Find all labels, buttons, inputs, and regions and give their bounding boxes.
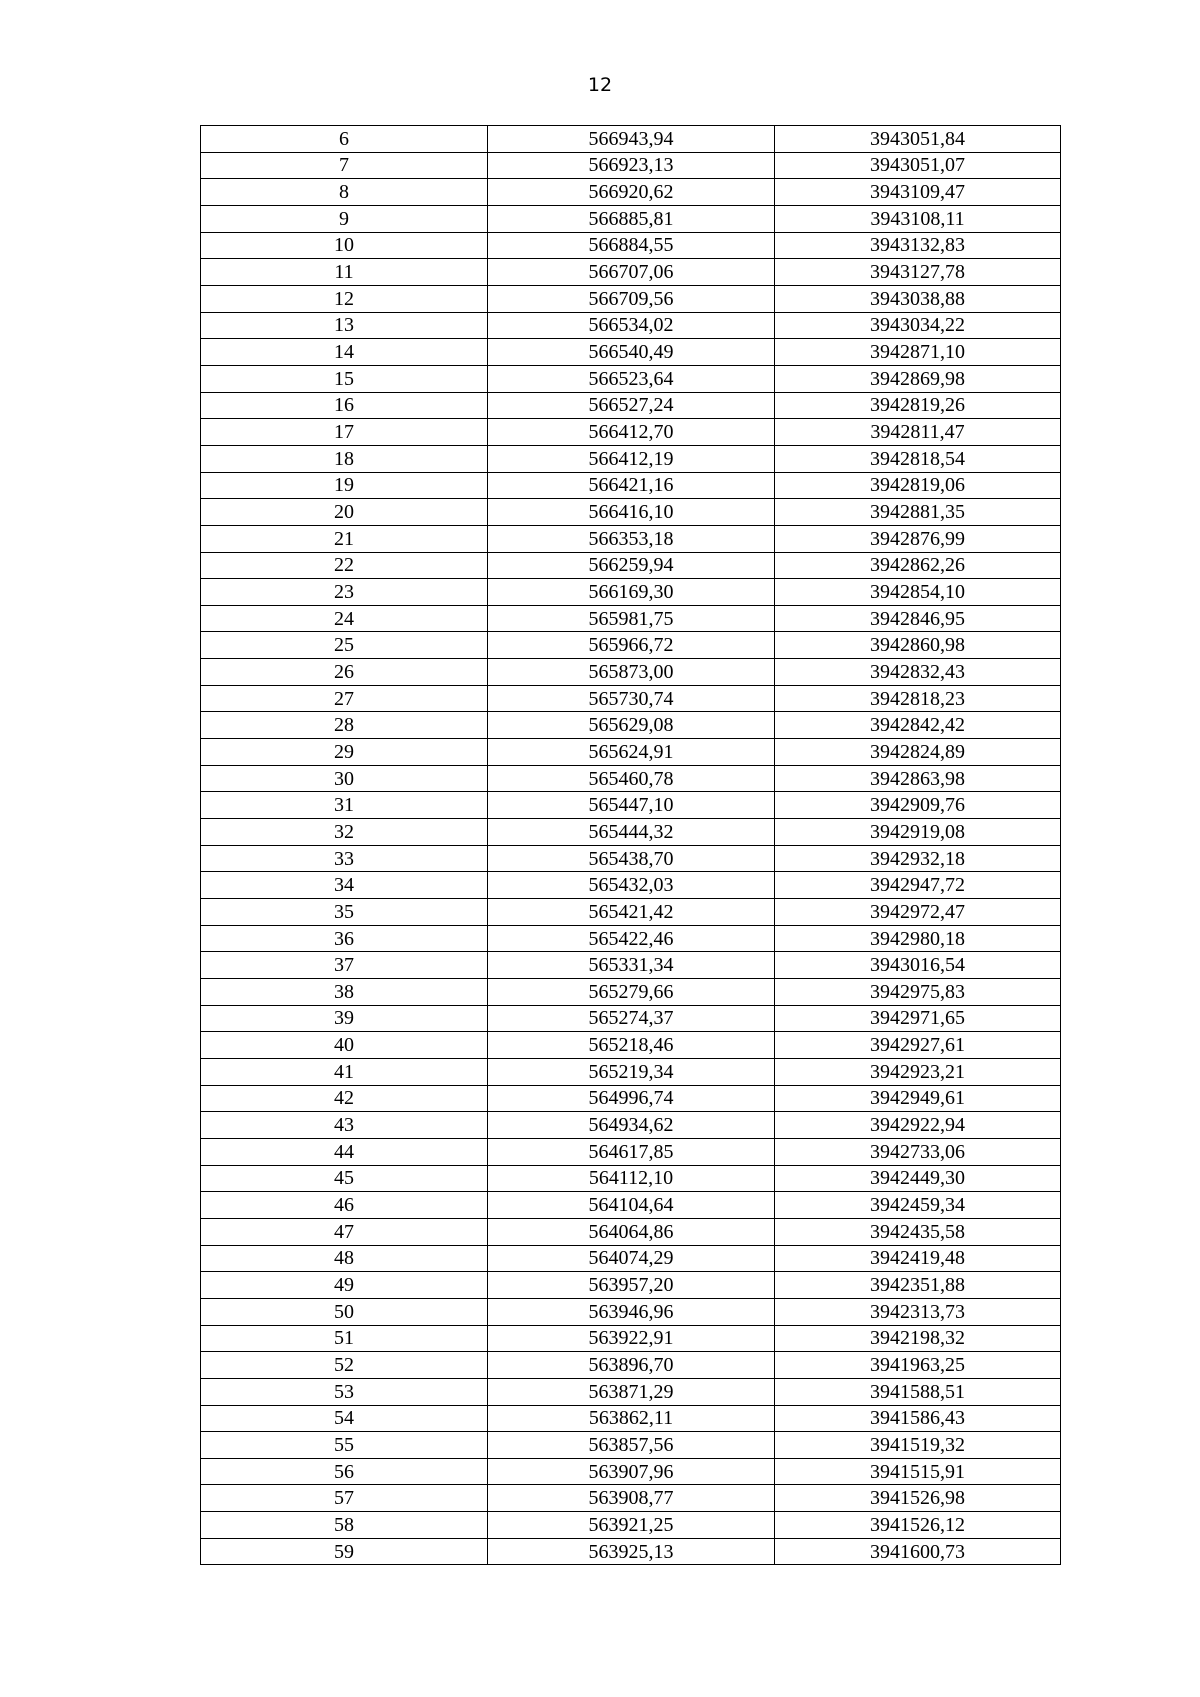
x-coordinate-cell: 566421,16: [488, 472, 775, 499]
point-number-cell: 42: [201, 1085, 488, 1112]
x-coordinate-cell: 565274,37: [488, 1005, 775, 1032]
point-number-cell: 22: [201, 552, 488, 579]
y-coordinate-cell: 3942881,35: [775, 499, 1061, 526]
y-coordinate-cell: 3942863,98: [775, 765, 1061, 792]
x-coordinate-cell: 565432,03: [488, 872, 775, 899]
point-number-cell: 32: [201, 819, 488, 846]
point-number-cell: 59: [201, 1538, 488, 1565]
point-number-cell: 31: [201, 792, 488, 819]
x-coordinate-cell: 565460,78: [488, 765, 775, 792]
x-coordinate-cell: 565629,08: [488, 712, 775, 739]
x-coordinate-cell: 563957,20: [488, 1272, 775, 1299]
y-coordinate-cell: 3942811,47: [775, 419, 1061, 446]
x-coordinate-cell: 565421,42: [488, 899, 775, 926]
y-coordinate-cell: 3942198,32: [775, 1325, 1061, 1352]
page-number: 12: [587, 74, 613, 96]
y-coordinate-cell: 3942971,65: [775, 1005, 1061, 1032]
y-coordinate-cell: 3943132,83: [775, 232, 1061, 259]
point-number-cell: 40: [201, 1032, 488, 1059]
y-coordinate-cell: 3942949,61: [775, 1085, 1061, 1112]
x-coordinate-cell: 563921,25: [488, 1512, 775, 1539]
table-row: [201, 1005, 1061, 1032]
point-number-cell: 39: [201, 1005, 488, 1032]
y-coordinate-cell: 3942351,88: [775, 1272, 1061, 1299]
point-number-cell: 44: [201, 1138, 488, 1165]
x-coordinate-cell: 564996,74: [488, 1085, 775, 1112]
x-coordinate-cell: 566884,55: [488, 232, 775, 259]
point-number-cell: 50: [201, 1298, 488, 1325]
y-coordinate-cell: 3942449,30: [775, 1165, 1061, 1192]
table-row: [201, 1352, 1061, 1379]
table-row: [201, 765, 1061, 792]
point-number-cell: 15: [201, 365, 488, 392]
point-number-cell: 23: [201, 579, 488, 606]
x-coordinate-cell: 566709,56: [488, 285, 775, 312]
y-coordinate-cell: 3942854,10: [775, 579, 1061, 606]
table-row: [201, 525, 1061, 552]
x-coordinate-cell: 566259,94: [488, 552, 775, 579]
x-coordinate-cell: 565422,46: [488, 925, 775, 952]
table-row: [201, 179, 1061, 206]
table-row: [201, 659, 1061, 686]
y-coordinate-cell: 3942419,48: [775, 1245, 1061, 1272]
point-number-cell: 19: [201, 472, 488, 499]
y-coordinate-cell: 3942842,42: [775, 712, 1061, 739]
table-row: [201, 392, 1061, 419]
point-number-cell: 55: [201, 1432, 488, 1459]
table-row: [201, 1058, 1061, 1085]
y-coordinate-cell: 3942862,26: [775, 552, 1061, 579]
point-number-cell: 41: [201, 1058, 488, 1085]
point-number-cell: 56: [201, 1458, 488, 1485]
x-coordinate-cell: 566412,19: [488, 445, 775, 472]
table-row: [201, 632, 1061, 659]
table-row: [201, 232, 1061, 259]
x-coordinate-cell: 564104,64: [488, 1192, 775, 1219]
x-coordinate-cell: 563946,96: [488, 1298, 775, 1325]
y-coordinate-cell: 3942860,98: [775, 632, 1061, 659]
point-number-cell: 33: [201, 845, 488, 872]
table-row: [201, 1298, 1061, 1325]
x-coordinate-cell: 564064,86: [488, 1218, 775, 1245]
table-row: [201, 365, 1061, 392]
table-row: [201, 1192, 1061, 1219]
x-coordinate-cell: 565730,74: [488, 685, 775, 712]
table-row: [201, 952, 1061, 979]
x-coordinate-cell: 565981,75: [488, 605, 775, 632]
y-coordinate-cell: 3942818,54: [775, 445, 1061, 472]
x-coordinate-cell: 566527,24: [488, 392, 775, 419]
y-coordinate-cell: 3942876,99: [775, 525, 1061, 552]
point-number-cell: 45: [201, 1165, 488, 1192]
table-row: [201, 1538, 1061, 1565]
y-coordinate-cell: 3942733,06: [775, 1138, 1061, 1165]
point-number-cell: 46: [201, 1192, 488, 1219]
y-coordinate-cell: 3942313,73: [775, 1298, 1061, 1325]
point-number-cell: 8: [201, 179, 488, 206]
point-number-cell: 58: [201, 1512, 488, 1539]
point-number-cell: 54: [201, 1405, 488, 1432]
y-coordinate-cell: 3942975,83: [775, 979, 1061, 1006]
x-coordinate-cell: 563925,13: [488, 1538, 775, 1565]
x-coordinate-cell: 566169,30: [488, 579, 775, 606]
y-coordinate-cell: 3942869,98: [775, 365, 1061, 392]
table-row: [201, 1165, 1061, 1192]
y-coordinate-cell: 3941515,91: [775, 1458, 1061, 1485]
table-row: [201, 152, 1061, 179]
table-row: [201, 872, 1061, 899]
x-coordinate-cell: 563871,29: [488, 1378, 775, 1405]
table-row: [201, 285, 1061, 312]
x-coordinate-cell: 566540,49: [488, 339, 775, 366]
y-coordinate-cell: 3941519,32: [775, 1432, 1061, 1459]
point-number-cell: 57: [201, 1485, 488, 1512]
y-coordinate-cell: 3943109,47: [775, 179, 1061, 206]
x-coordinate-cell: 565444,32: [488, 819, 775, 846]
table-row: [201, 1272, 1061, 1299]
table-row: [201, 1032, 1061, 1059]
y-coordinate-cell: 3942919,08: [775, 819, 1061, 846]
point-number-cell: 9: [201, 205, 488, 232]
x-coordinate-cell: 566412,70: [488, 419, 775, 446]
table-row: [201, 1245, 1061, 1272]
table-row: [201, 552, 1061, 579]
x-coordinate-cell: 565218,46: [488, 1032, 775, 1059]
point-number-cell: 47: [201, 1218, 488, 1245]
point-number-cell: 25: [201, 632, 488, 659]
x-coordinate-cell: 566923,13: [488, 152, 775, 179]
x-coordinate-cell: 564112,10: [488, 1165, 775, 1192]
table-row: [201, 845, 1061, 872]
y-coordinate-cell: 3941963,25: [775, 1352, 1061, 1379]
y-coordinate-cell: 3942459,34: [775, 1192, 1061, 1219]
x-coordinate-cell: 565624,91: [488, 739, 775, 766]
x-coordinate-cell: 565966,72: [488, 632, 775, 659]
y-coordinate-cell: 3943038,88: [775, 285, 1061, 312]
point-number-cell: 48: [201, 1245, 488, 1272]
x-coordinate-cell: 566943,94: [488, 126, 775, 153]
x-coordinate-cell: 566523,64: [488, 365, 775, 392]
table-row: [201, 419, 1061, 446]
x-coordinate-cell: 566534,02: [488, 312, 775, 339]
point-number-cell: 13: [201, 312, 488, 339]
point-number-cell: 53: [201, 1378, 488, 1405]
point-number-cell: 28: [201, 712, 488, 739]
x-coordinate-cell: 564074,29: [488, 1245, 775, 1272]
table-row: [201, 579, 1061, 606]
x-coordinate-cell: 566707,06: [488, 259, 775, 286]
y-coordinate-cell: 3942980,18: [775, 925, 1061, 952]
y-coordinate-cell: 3941586,43: [775, 1405, 1061, 1432]
point-number-cell: 7: [201, 152, 488, 179]
point-number-cell: 16: [201, 392, 488, 419]
x-coordinate-cell: 565331,34: [488, 952, 775, 979]
point-number-cell: 21: [201, 525, 488, 552]
y-coordinate-cell: 3942824,89: [775, 739, 1061, 766]
table-row: [201, 712, 1061, 739]
table-row: [201, 1512, 1061, 1539]
table-row: [201, 819, 1061, 846]
table-row: [201, 792, 1061, 819]
y-coordinate-cell: 3943016,54: [775, 952, 1061, 979]
x-coordinate-cell: 564617,85: [488, 1138, 775, 1165]
y-coordinate-cell: 3942932,18: [775, 845, 1061, 872]
y-coordinate-cell: 3943034,22: [775, 312, 1061, 339]
x-coordinate-cell: 565873,00: [488, 659, 775, 686]
y-coordinate-cell: 3942871,10: [775, 339, 1061, 366]
x-coordinate-cell: 566885,81: [488, 205, 775, 232]
y-coordinate-cell: 3942819,26: [775, 392, 1061, 419]
x-coordinate-cell: 566920,62: [488, 179, 775, 206]
table-row: [201, 605, 1061, 632]
table-row: [201, 1378, 1061, 1405]
x-coordinate-cell: 564934,62: [488, 1112, 775, 1139]
y-coordinate-cell: 3943051,07: [775, 152, 1061, 179]
x-coordinate-cell: 563908,77: [488, 1485, 775, 1512]
point-number-cell: 6: [201, 126, 488, 153]
point-number-cell: 14: [201, 339, 488, 366]
table-row: [201, 445, 1061, 472]
table-row: [201, 1138, 1061, 1165]
point-number-cell: 51: [201, 1325, 488, 1352]
y-coordinate-cell: 3942972,47: [775, 899, 1061, 926]
point-number-cell: 37: [201, 952, 488, 979]
point-number-cell: 10: [201, 232, 488, 259]
y-coordinate-cell: 3942947,72: [775, 872, 1061, 899]
point-number-cell: 29: [201, 739, 488, 766]
table-row: [201, 312, 1061, 339]
x-coordinate-cell: 563922,91: [488, 1325, 775, 1352]
y-coordinate-cell: 3942818,23: [775, 685, 1061, 712]
table-row: [201, 1432, 1061, 1459]
y-coordinate-cell: 3941600,73: [775, 1538, 1061, 1565]
x-coordinate-cell: 563862,11: [488, 1405, 775, 1432]
y-coordinate-cell: 3942435,58: [775, 1218, 1061, 1245]
table-row: [201, 339, 1061, 366]
y-coordinate-cell: 3941526,98: [775, 1485, 1061, 1512]
table-row: [201, 499, 1061, 526]
table-row: [201, 126, 1061, 153]
point-number-cell: 49: [201, 1272, 488, 1299]
point-number-cell: 12: [201, 285, 488, 312]
y-coordinate-cell: 3942819,06: [775, 472, 1061, 499]
point-number-cell: 17: [201, 419, 488, 446]
table-row: [201, 739, 1061, 766]
coordinates-table: [200, 125, 1061, 1565]
coordinates-table-body: [201, 126, 1061, 1565]
table-row: [201, 259, 1061, 286]
point-number-cell: 52: [201, 1352, 488, 1379]
table-row: [201, 1325, 1061, 1352]
y-coordinate-cell: 3943108,11: [775, 205, 1061, 232]
x-coordinate-cell: 566416,10: [488, 499, 775, 526]
x-coordinate-cell: 566353,18: [488, 525, 775, 552]
point-number-cell: 18: [201, 445, 488, 472]
x-coordinate-cell: 563896,70: [488, 1352, 775, 1379]
point-number-cell: 35: [201, 899, 488, 926]
point-number-cell: 11: [201, 259, 488, 286]
y-coordinate-cell: 3942846,95: [775, 605, 1061, 632]
table-row: [201, 205, 1061, 232]
point-number-cell: 27: [201, 685, 488, 712]
y-coordinate-cell: 3943051,84: [775, 126, 1061, 153]
point-number-cell: 43: [201, 1112, 488, 1139]
x-coordinate-cell: 565219,34: [488, 1058, 775, 1085]
y-coordinate-cell: 3941588,51: [775, 1378, 1061, 1405]
x-coordinate-cell: 563907,96: [488, 1458, 775, 1485]
x-coordinate-cell: 563857,56: [488, 1432, 775, 1459]
x-coordinate-cell: 565438,70: [488, 845, 775, 872]
table-row: [201, 1218, 1061, 1245]
y-coordinate-cell: 3942832,43: [775, 659, 1061, 686]
table-row: [201, 1112, 1061, 1139]
table-row: [201, 472, 1061, 499]
table-row: [201, 979, 1061, 1006]
table-row: [201, 1405, 1061, 1432]
point-number-cell: 38: [201, 979, 488, 1006]
table-row: [201, 1458, 1061, 1485]
table-row: [201, 685, 1061, 712]
x-coordinate-cell: 565447,10: [488, 792, 775, 819]
y-coordinate-cell: 3941526,12: [775, 1512, 1061, 1539]
table-row: [201, 925, 1061, 952]
y-coordinate-cell: 3942909,76: [775, 792, 1061, 819]
point-number-cell: 30: [201, 765, 488, 792]
table-row: [201, 1485, 1061, 1512]
point-number-cell: 26: [201, 659, 488, 686]
point-number-cell: 36: [201, 925, 488, 952]
point-number-cell: 20: [201, 499, 488, 526]
point-number-cell: 24: [201, 605, 488, 632]
point-number-cell: 34: [201, 872, 488, 899]
y-coordinate-cell: 3942927,61: [775, 1032, 1061, 1059]
y-coordinate-cell: 3942923,21: [775, 1058, 1061, 1085]
table-row: [201, 1085, 1061, 1112]
table-row: [201, 899, 1061, 926]
y-coordinate-cell: 3942922,94: [775, 1112, 1061, 1139]
y-coordinate-cell: 3943127,78: [775, 259, 1061, 286]
x-coordinate-cell: 565279,66: [488, 979, 775, 1006]
